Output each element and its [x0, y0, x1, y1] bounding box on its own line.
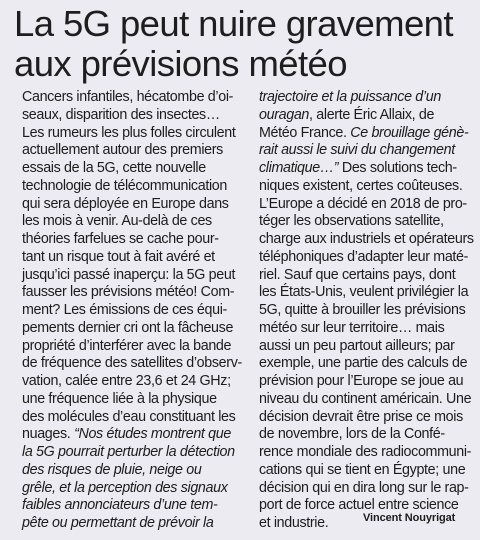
text-line: décision qui en dira long sur le rap- [259, 479, 469, 496]
text-line: une fréquence liée à la physique [22, 390, 217, 407]
text-line: théories farfelues se cache pour- [22, 231, 219, 247]
title-line: La 5G peut nuire gravement [14, 3, 453, 44]
text-line: décision devrait être prise ce mois [259, 408, 463, 425]
text-line: jusqu’ici passé inaperçu: la 5G peut [22, 266, 236, 283]
text-line: qui sera déployée en Europe dans [22, 195, 229, 212]
text-line: actuellement autour des premiers [22, 142, 223, 159]
text-line: riel. Sauf que certains pays, dont [259, 266, 456, 283]
text-line: de fréquence des satellites d’observ- [22, 355, 242, 372]
text-line: de novembre, lors de la Confé- [259, 426, 445, 443]
text-line: climatique…” Des solutions tech- [259, 160, 457, 176]
article-column-right [259, 89, 474, 533]
text-line: faibles annonciateurs d’une tem- [22, 497, 218, 514]
text-line: cations qui se tient en Égypte; une [259, 461, 466, 478]
text-line: niveau du continent américain. Une [259, 390, 472, 407]
text-line: tant un risque tout à fait avéré et [22, 248, 215, 265]
text-line: port de force actuel entre science [259, 497, 459, 514]
text-line: L’Europe a décidé en 2018 de pro- [259, 195, 467, 212]
text-line: Cancers infantiles, hécatombe d’oi- [22, 89, 234, 105]
text-line: des molécules d’eau constituant les [22, 408, 236, 425]
text-line: aussi un peu partout ailleurs; par [259, 337, 455, 354]
text-line: propriété d’interférer avec la bande [22, 337, 232, 354]
text-line: des risques de pluie, neige ou [22, 461, 202, 478]
article-title [14, 4, 474, 84]
text-line: grêle, et la perception des signaux [22, 479, 228, 496]
author-signature: Vincent Nouyrigat [363, 512, 456, 524]
text-line: 5G, quitte à brouiller les prévisions [259, 302, 466, 318]
text-line: ouragan, alerte Éric Allaix, de [259, 106, 435, 123]
text-line: rence mondiale des radiocommuni- [259, 444, 472, 460]
text-line: les mois à venir. Au-delà de ces [22, 213, 212, 230]
text-line: trajectoire et la puissance d’un [259, 89, 441, 105]
text-line: téger les observations satellite, [259, 213, 444, 230]
article-column-left [22, 89, 242, 533]
text-line: charge aux industriels et opérateurs [259, 231, 474, 247]
text-line: Les rumeurs les plus folles circulent [22, 124, 236, 141]
text-line: météo sur leur territoire… mais [259, 319, 445, 336]
text-line: fausser les prévisions météo! Com- [22, 284, 235, 301]
text-line: seaux, disparition des insectes… [22, 106, 220, 123]
text-line: niques existent, certes coûteuses. [259, 177, 463, 194]
text-line: technologie de télécommunication [22, 177, 227, 194]
text-line: téléphoniques d’adapter leur maté- [259, 248, 469, 265]
text-line: rait aussi le suivi du changement [259, 142, 455, 159]
text-line: la 5G pourrait perturber la détection [22, 444, 235, 460]
text-line: les États-Unis, veulent privilégier la [259, 284, 469, 301]
text-line: essais de la 5G, cette nouvelle [22, 160, 206, 176]
text-line: Météo France. Ce brouillage génè- [259, 124, 469, 141]
text-line: exemple, une partie des calculs de [259, 355, 468, 372]
title-line: aux prévisions météo [14, 43, 347, 84]
text-line: nuages. “Nos études montrent que [22, 426, 231, 443]
text-line: et industrie. [259, 515, 329, 531]
text-line: pête ou permettant de prévoir la [22, 515, 214, 531]
text-line: ment? Les émissions de ces équi- [22, 302, 227, 318]
text-line: prévision pour l’Europe se joue au [259, 373, 464, 389]
text-line: vation, calée entre 23,6 et 24 GHz; [22, 373, 231, 389]
text-line: pements dernier cri ont la fâcheuse [22, 319, 234, 336]
